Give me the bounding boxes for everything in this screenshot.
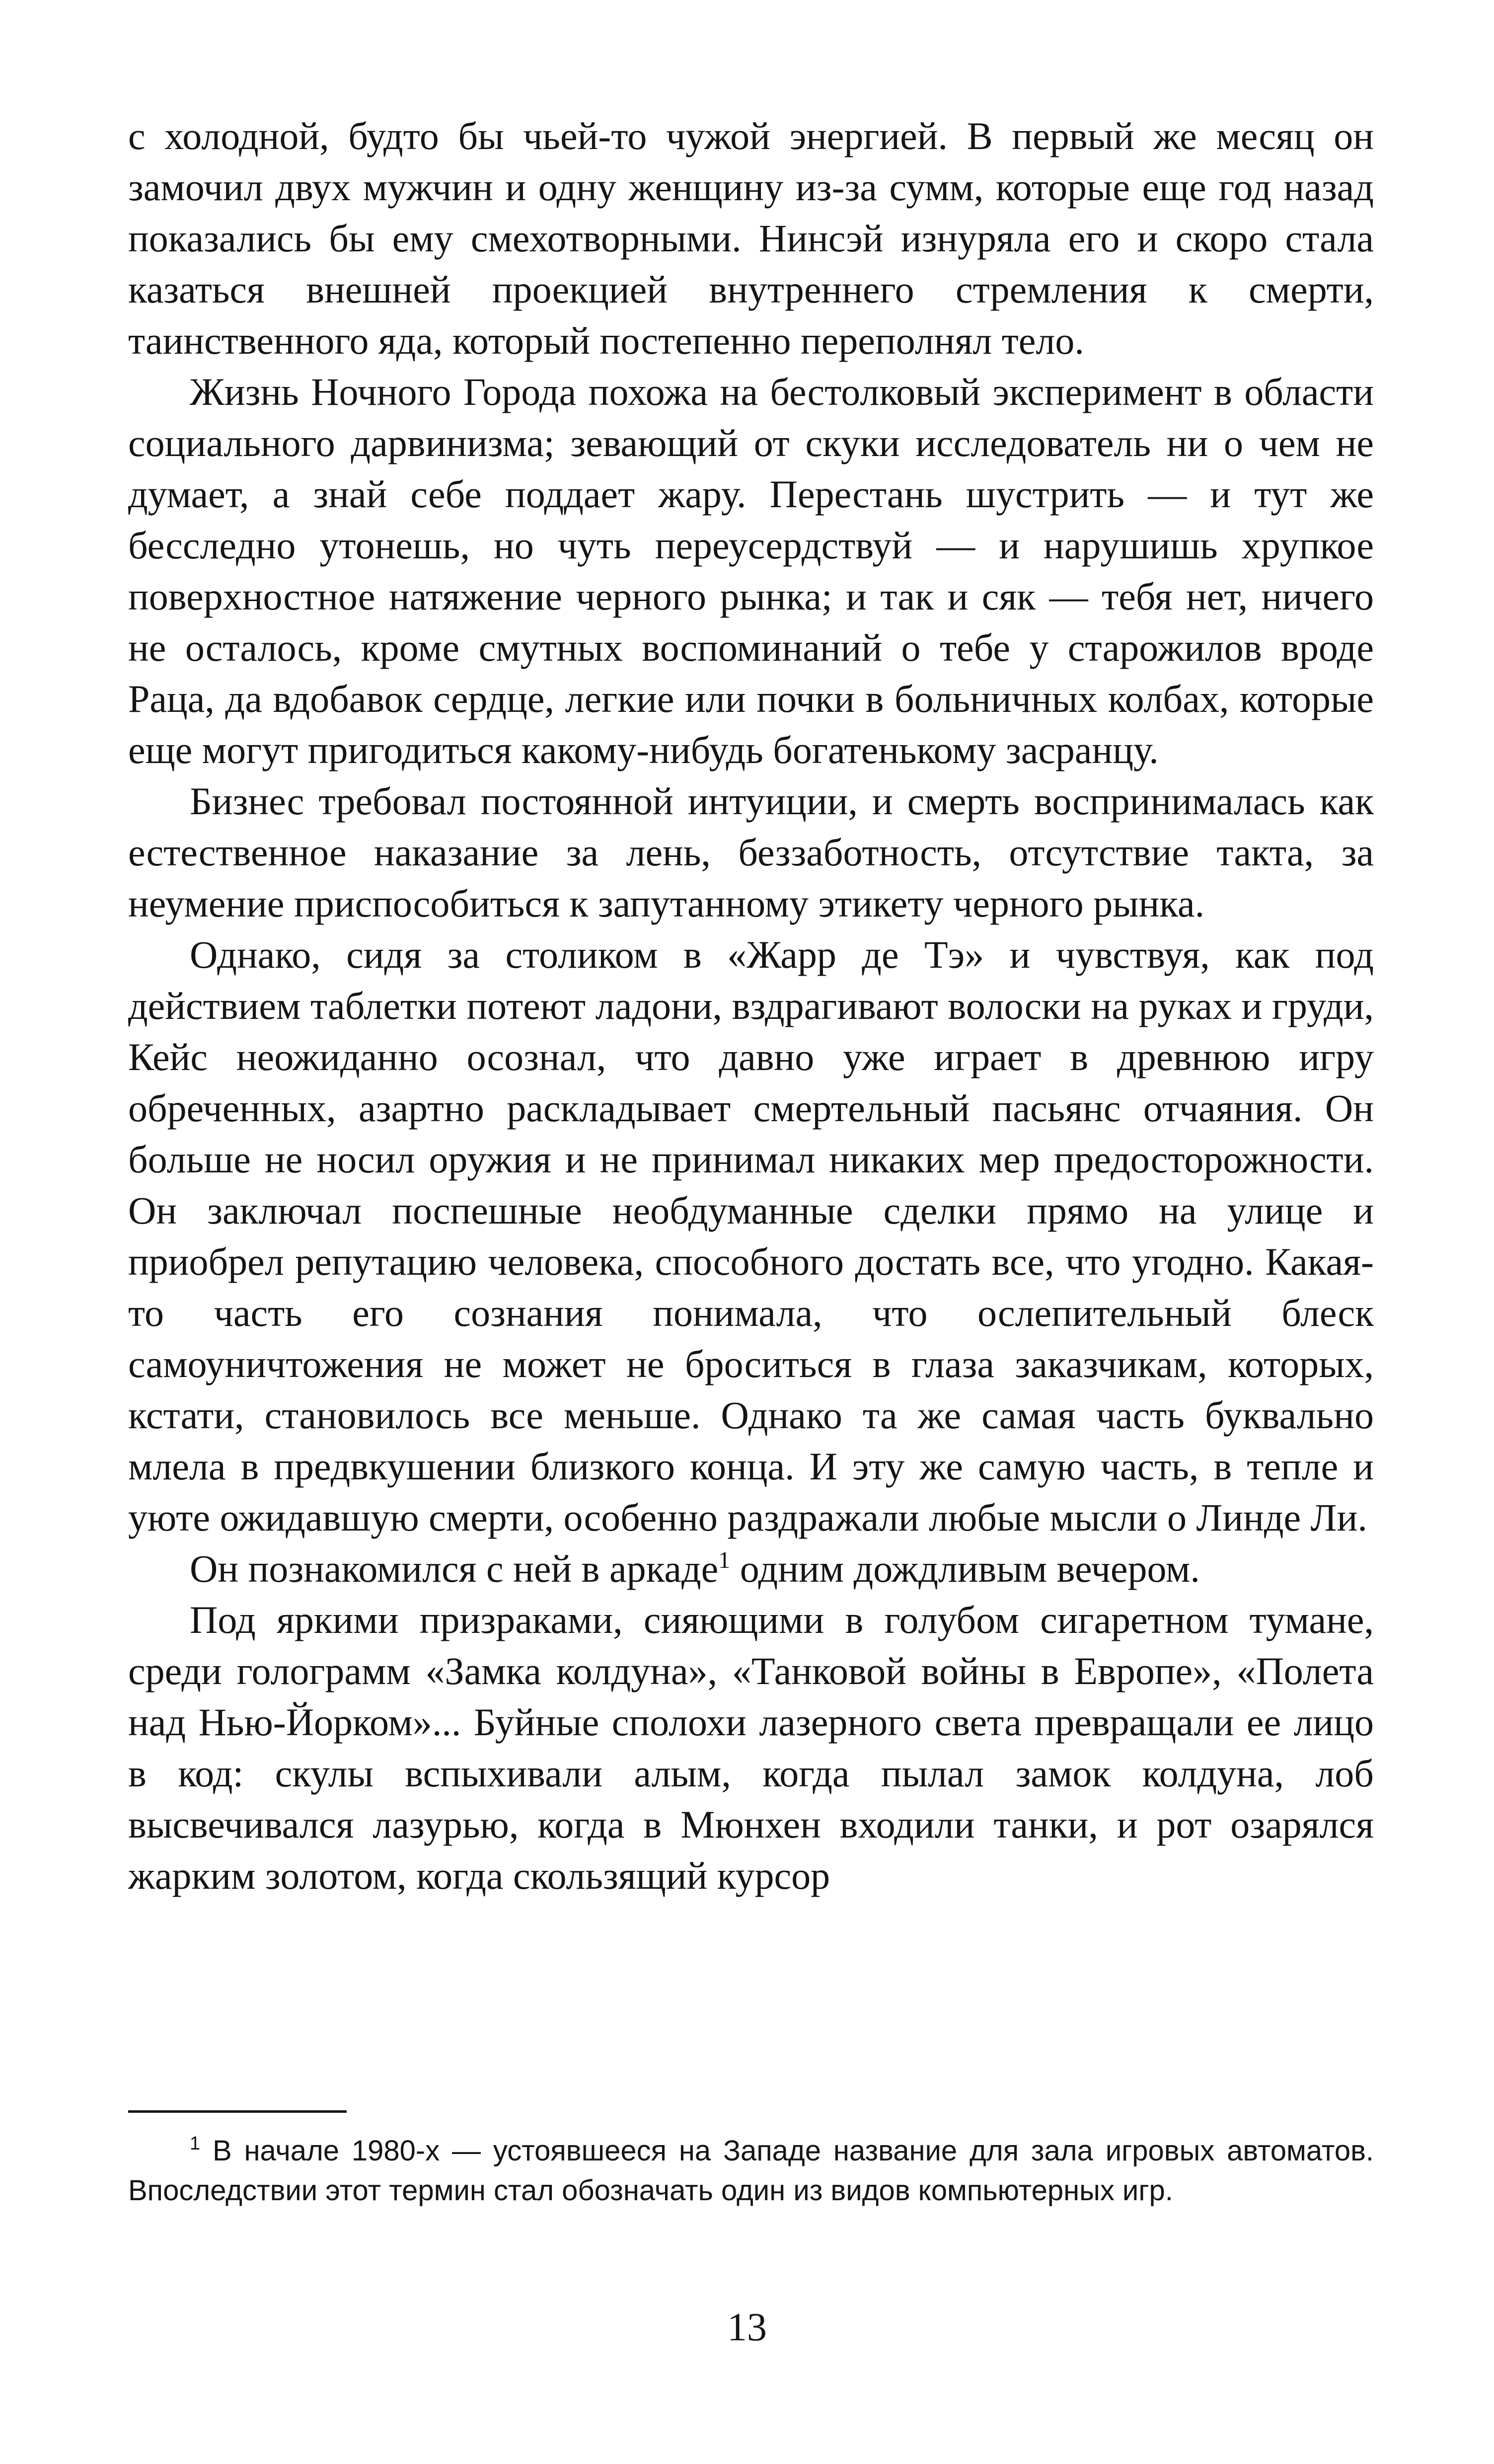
paragraph-1: с холодной, будто бы чьей-то чужой энергией. В первый же месяц он замочил двух мужчин и одну женщину из-за сумм, которые еще год назад показались бы ему смехотворными. Нинсэй изнуряла его и скоро стала казаться внешней проекцией внутреннего стремления к смерти, таинственного яда, который постепенно переполнял тело. (128, 114, 1374, 362)
footnote-text: В начале 1980-х — устоявшееся на Западе название для зала игровых автоматов. Впоследствии этот термин стал обозначать один из видов компьютерных игр. (128, 2135, 1374, 2207)
paragraph-5-text-before: Он познакомился с ней в аркаде (190, 1547, 719, 1590)
paragraph-5-text-after: одним дождливым вечером. (730, 1547, 1200, 1590)
footnote (128, 2131, 1374, 2211)
paragraph-5 (128, 1543, 1374, 1594)
paragraph-2: Жизнь Ночного Города похожа на бестолковый эксперимент в области социального дарвинизма; зевающий от скуки исследователь ни о чем не думает, а знай себе поддает жару. Перестань шустрить — и тут же бесследно утонешь, но чуть переусердствуй — и нарушишь хрупкое поверхностное натяжение черного рынка; и так и сяк — тебя нет, ничего не осталось, кроме смутных воспоминаний о тебе у старожилов вроде Раца, да вдобавок сердце, легкие или почки в больничных колбах, которые еще могут пригодиться какому-нибудь богатенькому засранцу. (128, 370, 1374, 771)
paragraph-6: Под яркими призраками, сияющими в голубом сигаретном тумане, среди голограмм «Замка колдуна», «Танковой войны в Европе», «Полета над Нью-Йорком»... Буйные сполохи лазерного света превращали ее лицо в код: скулы вспыхивали алым, когда пылал замок колдуна, лоб высвечивался лазурью, когда в Мюнхен входили танки, и рот озарялся жарким золотом, когда скользящий курсор (128, 1598, 1374, 1897)
footnote-separator (128, 2110, 347, 2113)
page-body (128, 110, 1374, 1901)
paragraph-4: Однако, сидя за столиком в «Жарр де Тэ» и чувствуя, как под действием таблетки потеют ладони, вздрагивают волоски на руках и груди, Кейс неожиданно осознал, что давно уже играет в древнюю игру обреченных, азартно раскладывает смертельный пасьянс отчаяния. Он больше не носил оружия и не принимал никаких мер предосторожности. Он заключал поспешные необдуманные сделки прямо на улице и приобрел репутацию человека, способного достать все, что угодно. Какая-то часть его сознания понимала, что ослепительный блеск самоуничтожения не может не броситься в глаза заказчикам, которых, кстати, становилось все меньше. Однако та же самая часть буквально млела в предвкушении близкого конца. И эту же самую часть, в тепле и уюте ожидавшую смерти, особенно раздражали любые мысли о Линде Ли. (128, 933, 1374, 1539)
footnote-reference-marker: 1 (718, 1547, 731, 1573)
paragraph-3: Бизнес требовал постоянной интуиции, и смерть воспринималась как естественное наказание за лень, беззаботность, отсутствие такта, за неумение приспособиться к запутанному этикету черного рынка. (128, 779, 1374, 925)
page-number: 13 (727, 2306, 767, 2349)
footnote-marker: 1 (190, 2133, 201, 2154)
